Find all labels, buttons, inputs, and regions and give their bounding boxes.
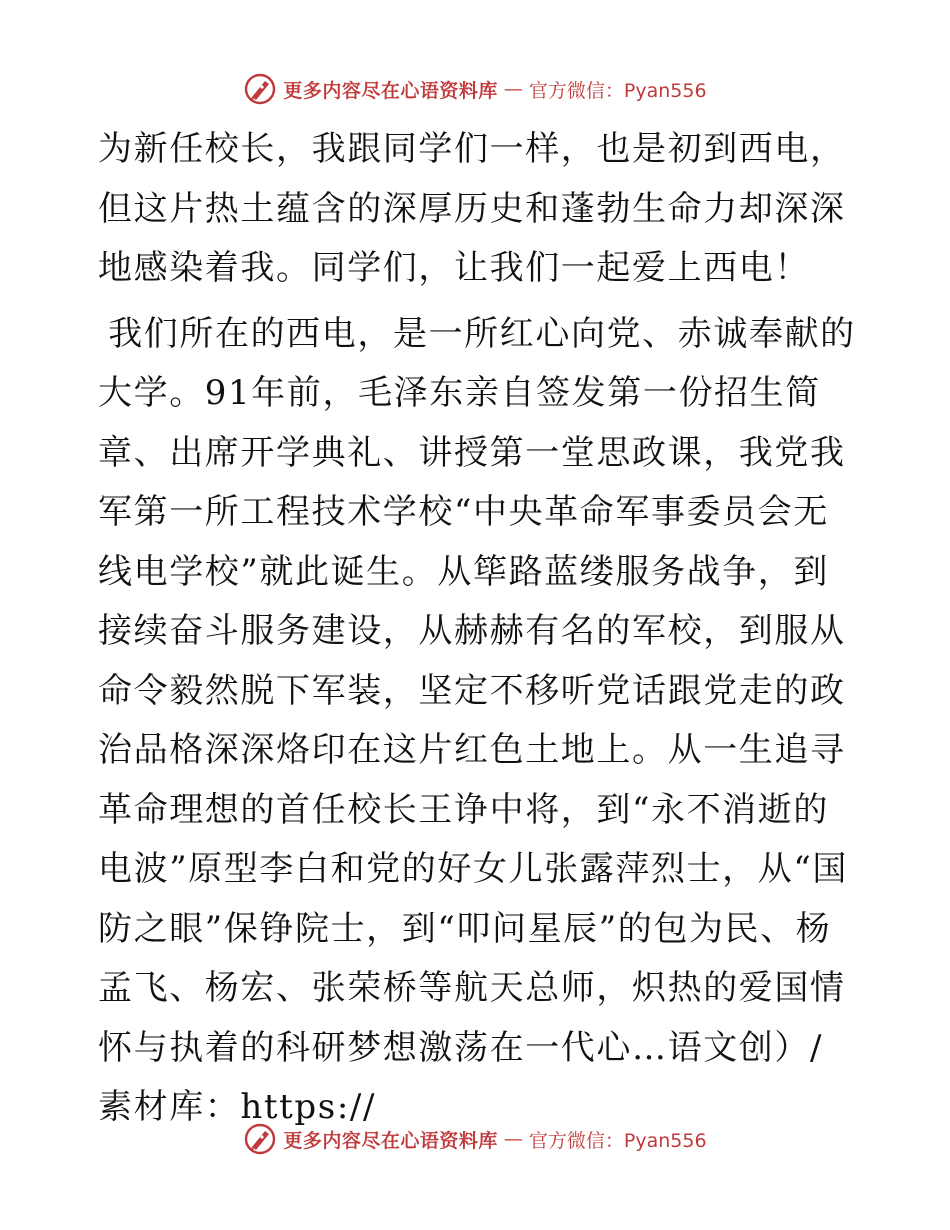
paragraph-1: 为新任校长，我跟同学们一样，也是初到西电，但这片热土蕴含的深厚历史和蓬勃生命力却深深地感染着我。同学们，让我们一起爱上西电！: [98, 129, 846, 288]
footer-wechat-text: 官方微信：Pyan556: [528, 1129, 707, 1152]
footer-banner: [0, 1122, 950, 1156]
pen-nib-logo-icon: [243, 1122, 277, 1156]
pen-nib-logo-icon: [243, 72, 277, 106]
paragraph-2: 我们所在的西电，是一所红心向党、赤诚奉献的大学。91年前，毛泽东亲自签发第一份招生简章、出席开学典礼、讲授第一堂思政课，我党我军第一所工程技术学校“中央革命军事委员会无线电学校”就此诞生。从筚路蓝缕服务战争，到接续奋斗服务建设，从赫赫有名的军校，到服从命令毅然脱下军装，坚定不移听党话跟党走的政治品格深深烙印在这片红色土地上。从一生追寻革命理想的首任校长王诤中将，到“永不消逝的电波”原型李白和党的好女儿张露萍烈士，从“国防之眼”保铮院士，到“叩问星辰”的包为民、杨孟飞、杨宏、张荣桥等航天总师，炽热的爱国情怀与执着的科研梦想激荡在一代心…语文创）/素材库：https://: [98, 313, 856, 1127]
footer-separator: —: [503, 1128, 523, 1150]
header-wechat-text: 官方微信：Pyan556: [528, 79, 707, 102]
header-brand-text: 更多内容尽在心语资料库: [283, 79, 498, 102]
document-body: [98, 120, 858, 1138]
header-banner: [0, 72, 950, 106]
footer-brand-text: 更多内容尽在心语资料库: [283, 1129, 498, 1152]
header-separator: —: [503, 78, 523, 100]
